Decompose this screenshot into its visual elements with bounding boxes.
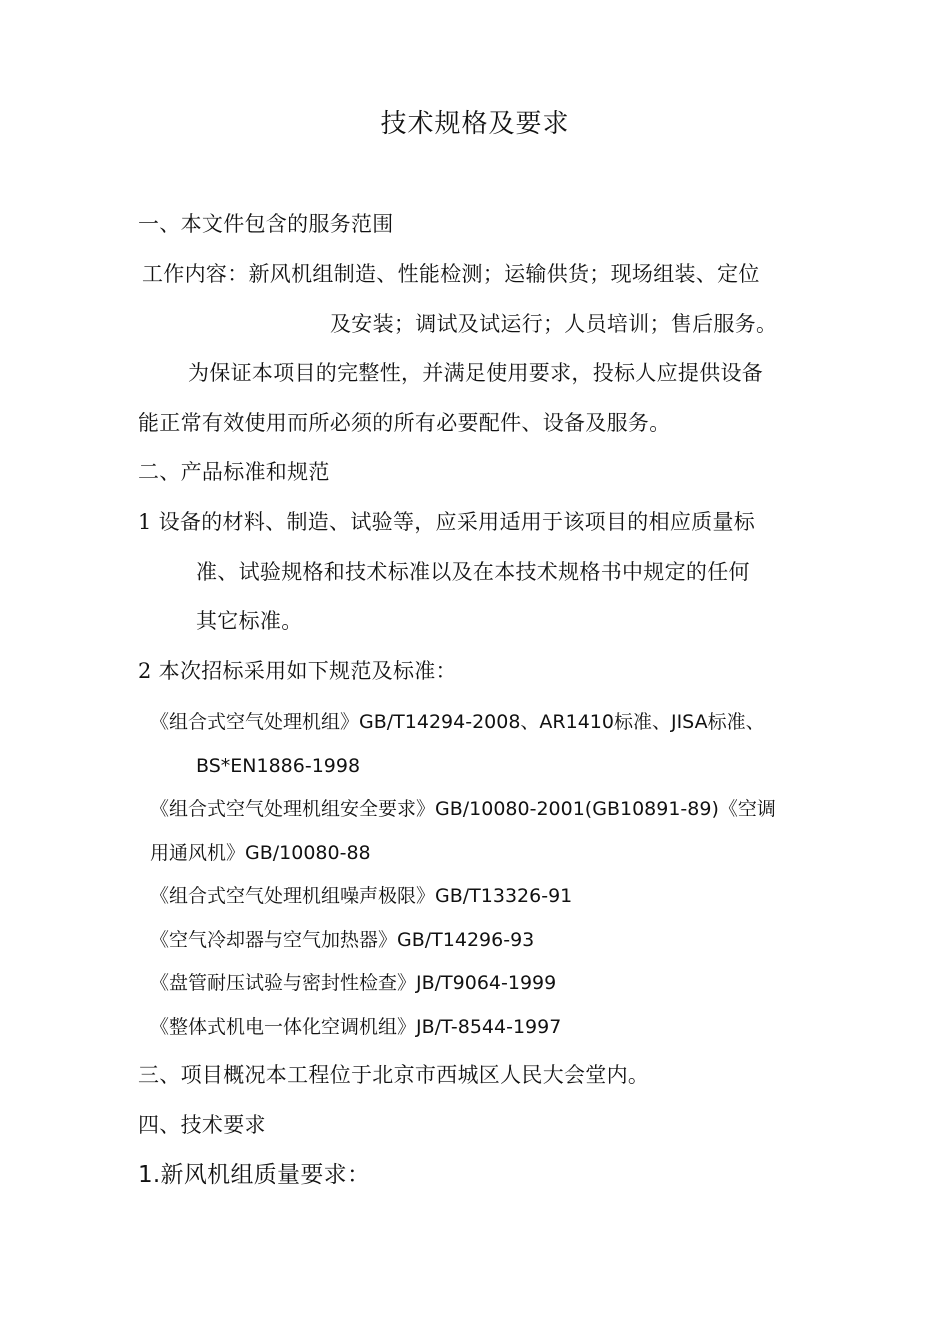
- item2-text: 本次招标采用如下规范及标准：: [158, 659, 457, 683]
- requirement-paragraph-line1: 为保证本项目的完整性，并满足使用要求，投标人应提供设备: [188, 361, 764, 385]
- item1-number: 1: [138, 510, 152, 534]
- section4-heading: 四、技术要求: [138, 1113, 266, 1137]
- work-content-line2: 及安装；调试及试运行；人员培训；售后服务。: [330, 312, 778, 336]
- document-title: 技术规格及要求: [380, 109, 570, 139]
- requirement-paragraph-line2: 能正常有效使用而所必须的所有必要配件、设备及服务。: [138, 411, 671, 435]
- item2-number: 2: [138, 659, 152, 683]
- standard-line: 《组合式空气处理机组安全要求》GB/10080-2001(GB10891-89)《空调: [150, 798, 776, 820]
- section1-heading: 一、本文件包含的服务范围: [138, 212, 394, 236]
- section2-heading: 二、产品标准和规范: [138, 460, 330, 484]
- item1-text: 设备的材料、制造、试验等，应采用适用于该项目的相应质量标: [158, 510, 756, 534]
- work-content-line1: 工作内容：新风机组制造、性能检测；运输供货；现场组装、定位: [142, 262, 760, 286]
- standard-line: 《组合式空气处理机组噪声极限》GB/T13326-91: [150, 885, 573, 907]
- standard-line: 《组合式空气处理机组》GB/T14294-2008、AR1410标准、JISA标准、: [150, 711, 765, 733]
- section3-heading: 三、项目概况本工程位于北京市西城区人民大会堂内。: [138, 1063, 650, 1087]
- standard-line: 《空气冷却器与空气加热器》GB/T14296-93: [150, 929, 535, 951]
- item1-line1: [138, 509, 755, 535]
- standard-line: 《盘管耐压试验与密封性检查》JB/T9064-1999: [150, 972, 557, 994]
- standard-line: BS*EN1886-1998: [196, 755, 361, 777]
- standard-line: 用通风机》GB/10080-88: [150, 842, 371, 864]
- section4-subheading: 1.新风机组质量要求：: [138, 1162, 371, 1188]
- item2-line1: [138, 658, 457, 684]
- item1-line2: 准、试验规格和技术标准以及在本技术规格书中规定的任何: [196, 560, 750, 584]
- standard-line: 《整体式机电一体化空调机组》JB/T-8544-1997: [150, 1016, 562, 1038]
- item1-line3: 其它标准。: [196, 609, 303, 633]
